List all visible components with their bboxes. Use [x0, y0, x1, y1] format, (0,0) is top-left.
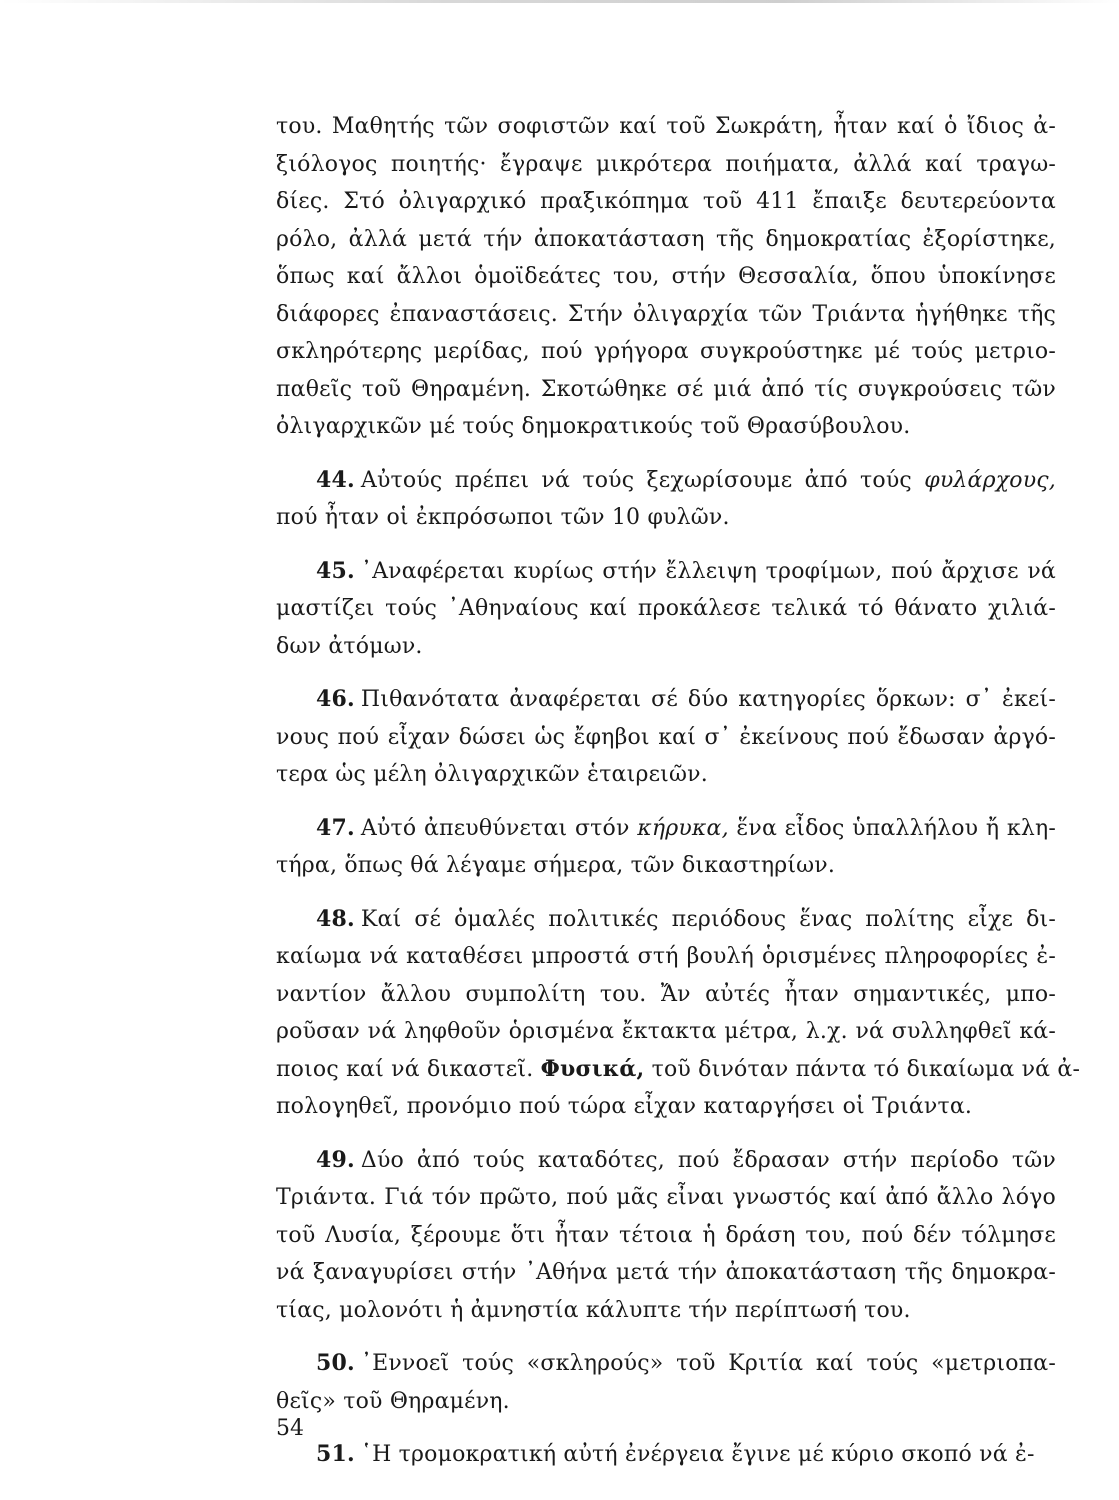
note-number: 46. [316, 686, 355, 712]
page-body [276, 108, 1081, 1490]
text-line: ρόλο, ἀλλά μετά τήν ἀποκατάσταση τῆς δημοκρατίας ἐξορίστηκε, [276, 226, 1056, 252]
intro-paragraph [276, 108, 1056, 446]
text-line: μαστίζει τούς ᾿Αθηναίους καί προκάλεσε τελικά τό θάνατο χιλιά- [276, 596, 1056, 621]
note-49 [276, 1142, 1056, 1330]
text-line: διάφορες ἐπαναστάσεις. Στήν ὀλιγαρχία τῶν Τριάντα ἡγήθηκε τῆς [276, 301, 1056, 327]
note-number: 44. [316, 466, 355, 493]
text-span: ἕνα εἶδος ὑπαλλήλου ἤ κλη- [728, 815, 1057, 841]
text-line: σκληρότερης μερίδας, πού γρήγορα συγκρούστηκε μέ τούς μετριο- [276, 339, 1056, 364]
text-span: ποιος καί νά δικαστεῖ. [276, 1056, 541, 1082]
text-line [276, 1436, 1056, 1474]
text-line: δίες. Στό ὀλιγαρχικό πραξικόπημα τοῦ 411 ἔπαιξε δευτερεύοντα [276, 189, 1056, 214]
text-line [276, 553, 1056, 591]
text-line: ὅπως καί ἄλλοι ὁμοϊδεάτες του, στήν Θεσσαλία, ὅπου ὑποκίνησε [276, 264, 1056, 289]
text-line: ὀλιγαρχικῶν μέ τούς δημοκρατικούς τοῦ Θρασύβουλου. [276, 414, 911, 439]
text-line: νους πού εἶχαν δώσει ὡς ἔφηβοι καί σ᾿ ἐκείνους πού ἔδωσαν ἀργό- [276, 724, 1056, 750]
text-line: πού ἦταν οἱ ἐκπρόσωποι τῶν 10 φυλῶν. [276, 505, 730, 530]
text-span: ῾Η τρομοκρατική αὐτή ἐνέργεια ἔγινε μέ κύριο σκοπό νά ἐ- [360, 1442, 1035, 1467]
text-span: Αὐτούς πρέπει νά τούς ξεχωρίσουμε ἀπό τούς [360, 467, 925, 493]
text-line: δων ἀτόμων. [276, 633, 423, 659]
text-line: ναντίον ἄλλου συμπολίτη του. Ἄν αὐτές ἦταν σημαντικές, μπο- [276, 981, 1056, 1007]
text-span: Καί σέ ὁμαλές πολιτικές περιόδους ἕνας πολίτης εἶχε δι- [360, 906, 1056, 932]
text-line: τερα ὡς μέλη ὀλιγαρχικῶν ἑταιρειῶν. [276, 762, 708, 787]
text-line: τοῦ Λυσία, ξέρουμε ὅτι ἦταν τέτοια ἡ δράση του, πού δέν τόλμησε [276, 1222, 1056, 1248]
text-span: Πιθανότατα ἀναφέρεται σέ δύο κατηγορίες ὅρκων: σ᾿ ἐκεί- [360, 687, 1056, 712]
text-line [276, 1142, 1056, 1180]
note-number: 47. [316, 814, 355, 841]
top-edge-shadow [0, 0, 1119, 3]
text-line [276, 810, 1056, 848]
note-51 [276, 1436, 1056, 1474]
text-line [276, 901, 1056, 939]
page-number: 54 [276, 1416, 304, 1441]
text-line: πολογηθεῖ, προνόμιο πού τώρα εἶχαν καταργήσει οἱ Τριάντα. [276, 1094, 973, 1119]
text-span: ᾿Αναφέρεται κυρίως στήν ἔλλειψη τροφίμων, πού ἄρχισε νά [360, 558, 1056, 584]
text-line: νά ξαναγυρίσει στήν ᾿Αθήνα μετά τήν ἀποκατάσταση τῆς δημοκρα- [276, 1260, 1056, 1285]
text-line: παθεῖς τοῦ Θηραμένη. Σκοτώθηκε σέ μιά ἀπό τίς συγκρούσεις τῶν [276, 376, 1056, 402]
text-line: τίας, μολονότι ἡ ἀμνηστία κάλυπτε τήν περίπτωσή του. [276, 1297, 911, 1323]
note-number: 50. [316, 1350, 355, 1376]
text-line [276, 462, 1056, 500]
text-line [276, 681, 1056, 719]
text-line: Τριάντα. Γιά τόν πρῶτο, πού μᾶς εἶναι γνωστός καί ἀπό ἄλλο λόγο [276, 1185, 1056, 1210]
italic-term: φυλάρχους, [924, 467, 1056, 493]
italic-term: κήρυκα, [637, 815, 729, 841]
note-number: 49. [316, 1146, 355, 1173]
bold-term: Φυσικά, [540, 1055, 645, 1082]
note-number: 45. [316, 557, 355, 584]
text-line: καίωμα νά καταθέσει μπροστά στή βουλή ὁρισμένες πληροφορίες ἐ- [276, 944, 1056, 969]
text-span: Δύο ἀπό τούς καταδότες, πού ἔδρασαν στήν περίοδο τῶν [360, 1147, 1056, 1173]
note-44 [276, 462, 1056, 537]
text-line: τήρα, ὅπως θά λέγαμε σήμερα, τῶν δικαστηρίων. [276, 853, 836, 878]
note-47 [276, 810, 1056, 885]
text-line: ξιόλογος ποιητής· ἔγραψε μικρότερα ποιήματα, ἀλλά καί τραγω- [276, 151, 1056, 177]
text-span: ᾿Εννοεῖ τούς «σκληρούς» τοῦ Κριτία καί τούς «μετριοπα- [360, 1351, 1056, 1376]
text-line [276, 1051, 1081, 1089]
note-46 [276, 681, 1056, 794]
note-48 [276, 901, 1081, 1126]
note-number: 48. [316, 905, 355, 932]
text-line: του. Μαθητής τῶν σοφιστῶν καί τοῦ Σωκράτη, ἦταν καί ὁ ἴδιος ἀ- [276, 114, 1056, 139]
text-line: ροῦσαν νά ληφθοῦν ὁρισμένα ἔκτακτα μέτρα, λ.χ. νά συλληφθεῖ κά- [276, 1019, 1056, 1044]
text-line [276, 1345, 1056, 1383]
note-45 [276, 553, 1056, 666]
note-number: 51. [316, 1441, 355, 1467]
note-50 [276, 1345, 1056, 1420]
text-line: θεῖς» τοῦ Θηραμένη. [276, 1388, 510, 1414]
text-span: τοῦ δινόταν πάντα τό δικαίωμα νά ἀ- [644, 1056, 1081, 1082]
text-span: Αὐτό ἀπευθύνεται στόν [360, 815, 638, 841]
